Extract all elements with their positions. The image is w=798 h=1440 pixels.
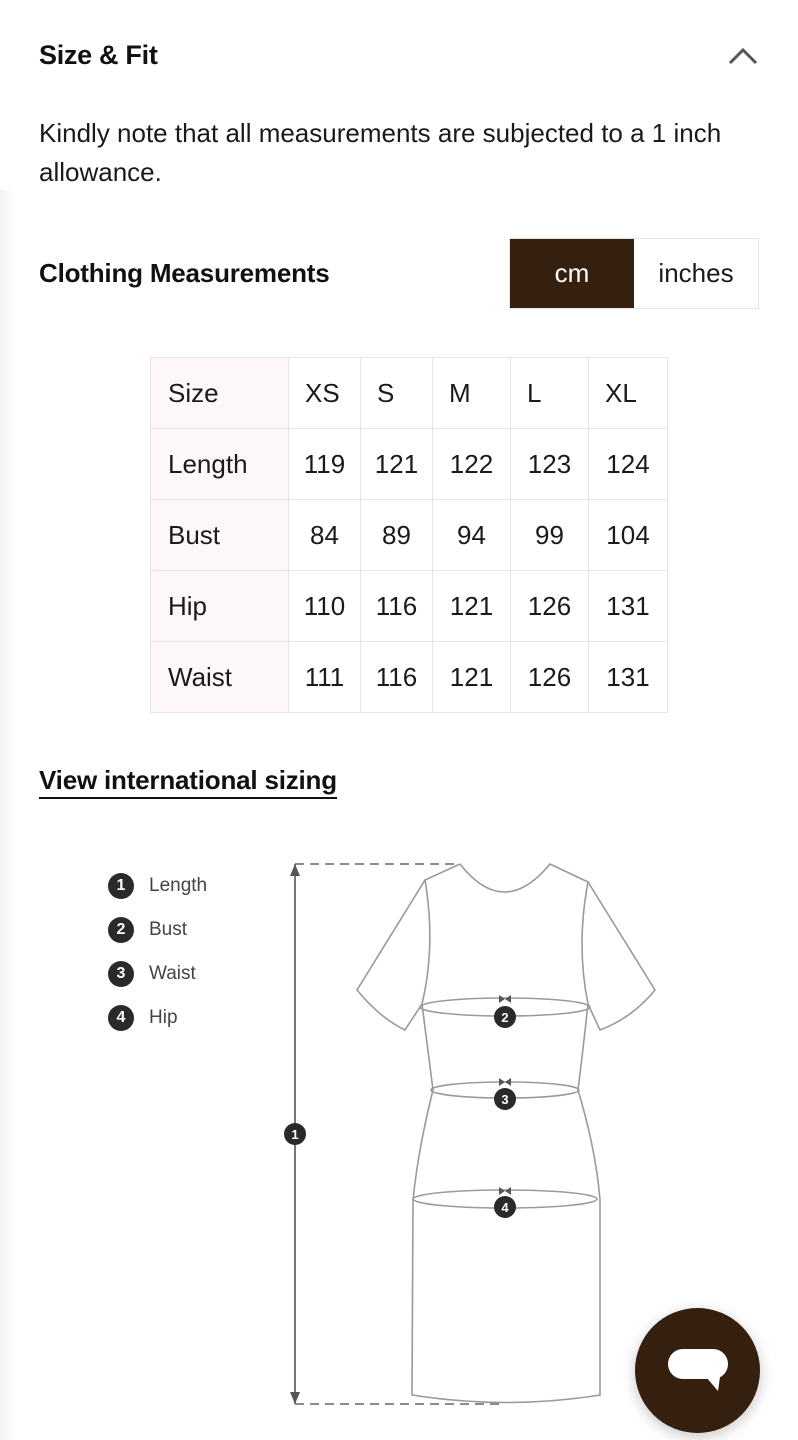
table-header-row — [151, 358, 668, 429]
legend-number: 3 — [108, 961, 134, 987]
view-international-sizing-link[interactable]: View international sizing — [39, 765, 337, 799]
legend-number: 4 — [108, 1005, 134, 1031]
legend-label: Waist — [149, 963, 196, 984]
row-label: Length — [151, 429, 289, 500]
marker-bust — [494, 1006, 516, 1028]
dress-diagram — [270, 850, 670, 1420]
section-title: Size & Fit — [39, 40, 158, 70]
table-row — [151, 642, 668, 713]
marker-waist — [494, 1088, 516, 1110]
legend-item — [108, 952, 207, 996]
measurements-title: Clothing Measurements — [39, 258, 330, 288]
svg-text:3: 3 — [501, 1092, 509, 1107]
page-edge-shadow — [0, 190, 16, 1440]
table-cell: 126 — [511, 571, 589, 642]
table-header-cell: S — [361, 358, 433, 429]
table-cell: 89 — [361, 500, 433, 571]
legend-label: Length — [149, 875, 208, 896]
table-cell: 121 — [433, 642, 511, 713]
marker-hip — [494, 1196, 516, 1218]
svg-text:4: 4 — [501, 1200, 509, 1215]
table-row — [151, 571, 668, 642]
table-cell: 124 — [589, 429, 668, 500]
table-header-cell: Size — [151, 358, 289, 429]
table-header-cell: L — [511, 358, 589, 429]
legend-label: Hip — [149, 1007, 178, 1028]
svg-text:2: 2 — [501, 1010, 509, 1025]
table-cell: 126 — [511, 642, 589, 713]
unit-inches-button[interactable]: inches — [634, 239, 758, 308]
chevron-up-icon — [727, 46, 759, 66]
table-cell: 116 — [361, 571, 433, 642]
marker-length — [284, 1123, 306, 1145]
table-cell: 121 — [433, 571, 511, 642]
chat-button[interactable] — [635, 1308, 760, 1433]
table-cell: 111 — [289, 642, 361, 713]
table-cell: 119 — [289, 429, 361, 500]
legend-number: 1 — [108, 873, 134, 899]
table-header-cell: M — [433, 358, 511, 429]
table-header-cell: XS — [289, 358, 361, 429]
chat-bubble-icon — [666, 1345, 730, 1397]
collapse-button[interactable] — [725, 36, 761, 76]
unit-toggle — [509, 238, 759, 309]
svg-text:1: 1 — [291, 1127, 299, 1142]
legend-item — [108, 908, 207, 952]
size-table — [150, 357, 668, 713]
table-cell: 94 — [433, 500, 511, 571]
table-cell: 110 — [289, 571, 361, 642]
table-cell: 131 — [589, 642, 668, 713]
table-cell: 104 — [589, 500, 668, 571]
legend-item — [108, 996, 207, 1040]
table-cell: 131 — [589, 571, 668, 642]
table-row — [151, 500, 668, 571]
unit-cm-button[interactable]: cm — [510, 239, 634, 308]
diagram-legend — [108, 864, 207, 1040]
table-cell: 122 — [433, 429, 511, 500]
table-header-cell: XL — [589, 358, 668, 429]
table-cell: 99 — [511, 500, 589, 571]
legend-item — [108, 864, 207, 908]
row-label: Hip — [151, 571, 289, 642]
legend-number: 2 — [108, 917, 134, 943]
table-cell: 84 — [289, 500, 361, 571]
row-label: Waist — [151, 642, 289, 713]
legend-label: Bust — [149, 919, 188, 940]
table-cell: 123 — [511, 429, 589, 500]
table-cell: 116 — [361, 642, 433, 713]
table-row — [151, 429, 668, 500]
row-label: Bust — [151, 500, 289, 571]
size-fit-header[interactable] — [39, 36, 761, 76]
allowance-note: Kindly note that all measurements are subjected to a 1 inch allowance. — [39, 118, 722, 187]
table-cell: 121 — [361, 429, 433, 500]
